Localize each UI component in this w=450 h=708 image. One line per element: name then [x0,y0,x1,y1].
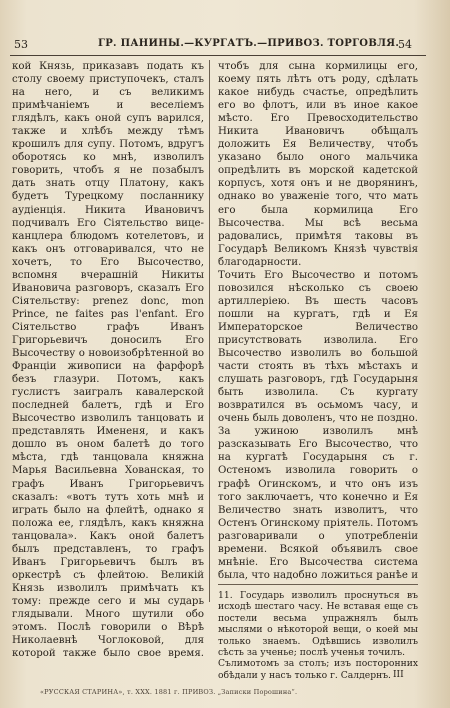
column-divider [209,60,210,602]
page-header [0,0,450,60]
dated-entry: 11. Государь изволилъ проснуться въ исходѣ шестаго часу. Не вставая еще съ постели весьма упражнялъ былъ мыслями о нѣкоторой вещи, о коей мы только знаемъ. Одѣвшись изволилъ сѣсть за ученье; послѣ ученья точилъ. Сълимотомъ за столъ; изъ посторонних обѣдали у насъ только г. Салдернъ. [218,590,418,681]
page-number-left: 53 [14,38,28,51]
page-number-right: 54 [398,38,412,51]
note-separator [218,584,418,585]
running-title: ГР. ПАНИНЫ.—КУРГАТЪ.—ПРИВОЗ. ТОРГОВЛЯ. [98,38,400,49]
right-text-column: чтобъ для сына кормилицы его, коему пять лѣтъ отъ роду, сдѣлать какое нибудь счастье, опредѣлить его во флотъ, или въ иное какое мѣсто. Его Превосходительство Никита Ивановичъ обѣщалъ доложить Ея Величеству, чтобъ указано было оного мальчика опредѣлить въ морской кадетской корпусъ, хотя онъ и не дворянинъ, однако во уваженіе того, что мать его была кормилица Его Высочества. Мы всѣ весьма радовались, примѣтя таковы въ Государѣ Великомъ Князѣ чувствія благодарности. Точить Его Высочество и потомъ повозился нѣсколько съ своею артиллеріею. Въ шесть часовъ пошли на кургатъ, гдѣ и Ея Императорское Величество присутствовать изволила. Его Высочество изволилъ во большой части стоять въ тѣхъ мѣстахъ и слушать разговоръ, гдѣ Государыня быть изволила. Съ кургату возвратился въ осьмомъ часу, и очень быль доволенъ, что не поздно. За ужиною изволилъ мнѣ разсказывать Его Высочество, что на кургатѣ Государыня съ г. Остеномъ изволила говорить о графѣ Огинскомъ, и что онъ изъ того заключаетъ, что конечно и Ея Величество знать изволитъ, что Остенъ Огинскому пріятель. Потомъ разговаривали о употребленіи времени. Всякой объявилъ свое мнѣніе. Его Высочества система была, что надобно ложиться ранѣе и [218,61,418,580]
signature-mark: III [393,670,404,680]
header-rule [10,55,426,56]
page-footer: «РУССКАЯ СТАРИНА», т. XXX. 1881 г. ПРИВОЗ. „Записки Порошина“. [40,688,298,696]
left-text-column: кой Князь, приказавъ подать къ столу своему приступочекъ, сталъ на него, и съ великимъ примѣчаніемъ и веселіемъ глядѣлъ, какъ оной супъ варился, также и хлѣбъ между тѣмъ крошилъ для супу. Потомъ, вдругъ оборотясь ко мнѣ, изволилъ говорить, чтобъ я не позабылъ дать знать отцу Платону, какъ будетъ Турецкому посланнику аудіенція. Никита Ивановичъ подчивалъ Его Сіятельство вице-канцлера блюдомъ котелетовъ, и какъ онъ отговаривался, что не хочетъ, то Его Высочество, вспомня вчерашній Никиты Ивановича разговоръ, сказалъ Его Сіятельству: prenez donc, mon Prince, ne faites pas l'enfant. Его Сіятельство графъ Иванъ Григорьевичъ доносилъ Его Высочеству о новоизобрѣтенной во Франціи живописи на фарфорѣ безъ глазури. Потомъ, какъ гуслистъ заигралъ кавалерской последней балетъ, гдѣ и Его Высочество изволилъ танцовать и представлять Имененя, и какъ дошло въ оном балетѣ до того мѣста, гдѣ танцовала княжна Марья Васильевна Хованская, то графъ Иванъ Григорьевичъ сказалъ: «вотъ тутъ хоть мнѣ и играть было на флейтѣ, однако я положа ее, глядѣлъ, какъ княжна танцовала». Какъ оной балетъ былъ представленъ, то графъ Иванъ Григорьевичъ былъ въ оркестрѣ съ флейтою. Великій Князь изволилъ примѣчать къ тому: прежде сего и мы сударь глядывали. Много шутили обо этомъ. Послѣ говорили о Вѣрѣ Николаевнѣ Чоглоковой, для которой также было свое время. [12,61,204,660]
